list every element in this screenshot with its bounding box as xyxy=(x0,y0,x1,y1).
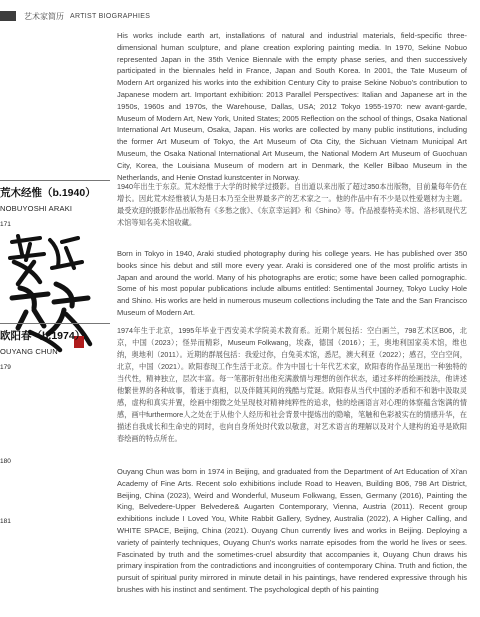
artist-name-en: NOBUYOSHI ARAKI xyxy=(0,204,73,213)
page-number: 179 xyxy=(0,364,11,371)
artist-name-en: OUYANG CHUN xyxy=(0,347,58,356)
artist-name-cn: 欧阳春（b.1974） xyxy=(0,330,86,342)
araki-bio-cn: 1940年出生于东京。荒木经惟于大学的时候学过摄影。自出道以来出版了超过350本出版物，目前量每年仍在增长。因此荒木经惟被认为是日本乃至全世界最多产的艺术家之一。他的作品中有不少是以性爱题材为主题。最受欢迎的摄影作品出版物有《多愁之旅》、《东京幸运洞》和《Shino》等。作品被泰特美术馆、洛杉矶现代艺术馆等知名美术馆收藏。 xyxy=(117,182,467,227)
araki-bio-en: Born in Tokyo in 1940, Araki studied photography during his college years. He has published over 350 books since his debut and still more every year. Araki is considered one of the most prolific artists in Japan and around the world. Many of his photographs are erotic; some have been called pornographic. Some of his most popular publications include albums entitled: Sentimental Journey, Tokyo Lucky Hole and Shino. His works are held in numerous museum collections including the Tate and the San Francisco Museum of Modern Art. xyxy=(117,249,467,317)
page-number: 171 xyxy=(0,221,11,228)
sekine-bio-en: His works include earth art, installations of natural and industrial materials, field-specific three-dimensional human sculpture, and plane creation exploring painting media. In 1970, Sekine Nobuo represented Japan in the 35th Venice Biennale with the empty phase series, and then successively participated in the biennales held in France, Japan and South Korea. In 2001, the Tate Museum of Modern Art organized his works into the exhibition Century City to praise Sekine Nobuo's contribution to Japanese modern art. Important exhibition: 2013 Parallel Perspectives: Italian and Japanese art in the 1950s, 1960s and 1970s, the Warehouse, Dallas, USA; 2012 Tokyo 1955-1970: new avant-garde, Museum of Modern Art, New York, United States; 2005 Reflection on the school of things, Osaka National International Art Museum, Osaka, Japan. His works are collected by many public institutions, including the former Art Museum of Tokyo, the Art Museum of Ota City, the Sichuan Vietnam Municipal Art Museum, the Osaka National International Art Museum, the National Modern Art Museum of Guochuan City, Korea, the Louisiana Museum of modern art in Denmark, the Keller Bilbao Museum in the Netherlands, and Henie Onstad kunstcenter in Norway. xyxy=(117,31,467,182)
section-title-cn: 艺术家简历 xyxy=(24,11,64,21)
ouyang-bio-en: Ouyang Chun was born in 1974 in Beijing, and graduated from the Department of Art Education of Xi'an Academy of Fine Arts. Recent solo exhibitions include Road to Heaven, Building B06, 798 Art District, Beijing, China (2023), Weird and Wonderful, Museum Folkwang, Essen, Germany (2016), Painting the King, Belvedere-Upper Belvedere& Augarten Contemporary, Vienna, Austria (2011). Recent group exhibitions include I Loved You, White Rabbit Gallery, Sydney, Australia (2022), A Higher Calling, and WHITE SPACE, Beijing, China (2021). Ouyang Chun currently lives and works in Beijing. Deploying a variety of painterly techniques, Ouyang Chun's works narrate episodes from the world he lives or sees. Fascinated by truth and the sometimes-cruel absurdity that accompanies it, Ouyang Chun draws his primary inspiration from the contradictions and incongruities of contemporary China. Truth and fiction, the pursuit of spiritual purity mirrored in minute detail in his paintings, have rendered expressive through his brushes with his instinct and sentiment. The psychological depth of his painting xyxy=(117,467,467,594)
page-number: 181 xyxy=(0,518,11,525)
divider xyxy=(0,323,110,324)
artist-ouyang xyxy=(0,323,110,356)
ouyang-bio-cn: 1974年生于北京，1995年毕业于西安美术学院美术教育系。近期个展包括：空白画兰，798艺术区B06，北京，中国（2023）；怪异而精彩，Museum Folkwang，埃森，德国（2016）；王，奥地利国家美术馆，维也纳，奥地利（2011）。近期的群展包括：我爱过你，白兔美术馆，悉尼，澳大利亚（2022）；感召，空白空间，北京，中国（2021）。欧阳春现工作生活于北京。作为中国七十年代艺术家，欧阳春的作品呈现出一种独特的当代性，精神独立，层次丰富。每一笔都折射出他充满激情与理想的创作状态，通过多样的绘画技法，他讲述他繁世界的各种故事，着迷于真相，以及伴随其间的残酷与荒诞。欧阳春从当代中国的矛盾和不和谐中汲取灵感，虚构和真实并置，绘画中细微之处呈现枝对精神纯粹性的追求，他的绘画语言对心理的体察蕴含饱满的情感，画中furthermore人之处在于从他个人经历和社会背景中提炼出的隐喻，笔触和色彩被实在的情感升华，在描述自我成长和生命史的同时，也向自身所处时代致以敬意，对艺术语言的理解以及对个人建构的追寻是欧阳春绘画的特点所在。 xyxy=(117,326,467,443)
section-title-en: ARTIST BIOGRAPHIES xyxy=(70,12,151,20)
artist-araki xyxy=(0,180,110,213)
page-header xyxy=(0,10,150,22)
divider xyxy=(0,180,110,181)
header-mark xyxy=(0,11,16,21)
artist-name-cn: 荒木经惟（b.1940） xyxy=(0,187,96,199)
page-number: 180 xyxy=(0,458,11,465)
